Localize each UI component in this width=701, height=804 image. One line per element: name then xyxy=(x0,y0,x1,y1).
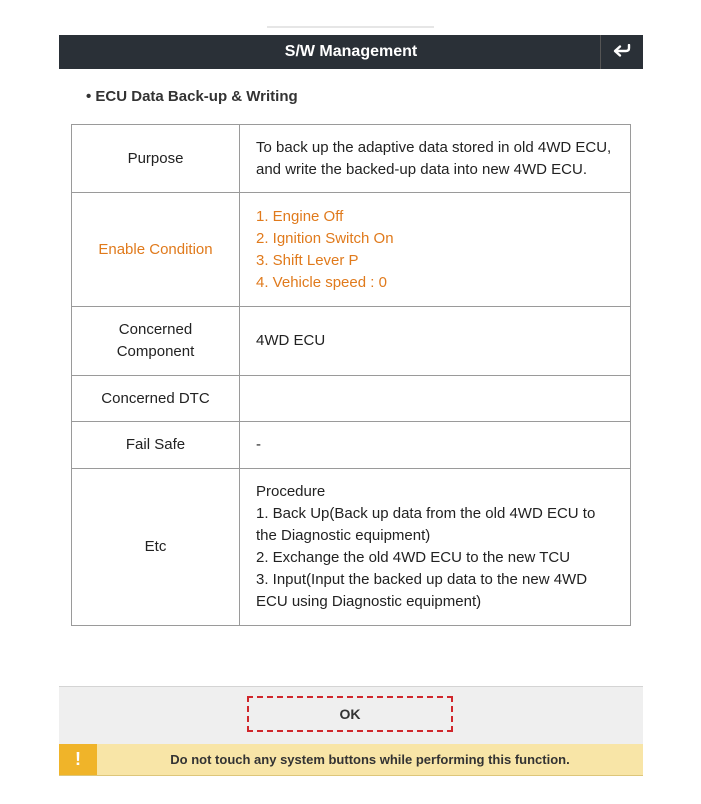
row-label-fail-safe: Fail Safe xyxy=(72,422,240,469)
value-line: 3. Input(Input the backed up data to the new 4WD xyxy=(256,571,588,588)
row-value-etc xyxy=(240,469,631,626)
ok-button[interactable]: OK xyxy=(247,696,453,732)
row-value-purpose xyxy=(240,125,631,193)
row-label-etc: Etc xyxy=(72,469,240,626)
value-line: and write the backed-up data into new 4WD ECU. xyxy=(256,160,588,178)
value-line: 2. Ignition Switch On xyxy=(256,229,394,247)
row-label-concerned-dtc: Concerned DTC xyxy=(72,376,240,422)
label-line: Concerned xyxy=(118,321,193,338)
section-title: • ECU Data Back-up & Writing xyxy=(86,88,298,105)
row-value-enable-condition xyxy=(240,193,631,307)
info-table xyxy=(71,124,631,626)
value-line: 4WD ECU xyxy=(256,332,326,349)
row-label-purpose: Purpose xyxy=(72,125,240,193)
button-bar xyxy=(59,686,643,745)
title-bar xyxy=(59,35,643,69)
row-label-enable-condition: Enable Condition xyxy=(72,193,240,307)
return-arrow-icon xyxy=(613,44,631,60)
warning-exclamation-icon: ! xyxy=(59,744,97,775)
value-line: ECU using Diagnostic equipment) xyxy=(256,593,482,610)
label-line: Component xyxy=(116,343,195,360)
value-line: 3. Shift Lever P xyxy=(256,251,359,269)
table-row xyxy=(72,376,631,422)
value-line: To back up the adaptive data stored in old 4WD ECU, xyxy=(256,138,612,156)
top-divider xyxy=(267,26,434,28)
table-row xyxy=(72,125,631,193)
row-value-fail-safe: - xyxy=(240,422,631,469)
value-line: the Diagnostic equipment) xyxy=(256,527,431,544)
table-row xyxy=(72,193,631,307)
table-row xyxy=(72,422,631,469)
table-row xyxy=(72,469,631,626)
value-line: 1. Back Up(Back up data from the old 4WD ECU to xyxy=(256,505,596,522)
table-row xyxy=(72,307,631,376)
value-line: Procedure xyxy=(256,483,326,500)
row-label-concerned-component xyxy=(72,307,240,376)
back-button[interactable] xyxy=(600,35,643,69)
value-line: 4. Vehicle speed : 0 xyxy=(256,273,387,291)
warning-bar xyxy=(59,744,643,776)
row-value-concerned-component xyxy=(240,307,631,376)
warning-text: Do not touch any system buttons while performing this function. xyxy=(170,752,570,767)
row-value-concerned-dtc xyxy=(240,376,631,422)
value-line: 2. Exchange the old 4WD ECU to the new TCU xyxy=(256,549,571,566)
value-line: 1. Engine Off xyxy=(256,207,344,225)
page-title: S/W Management xyxy=(284,43,418,60)
